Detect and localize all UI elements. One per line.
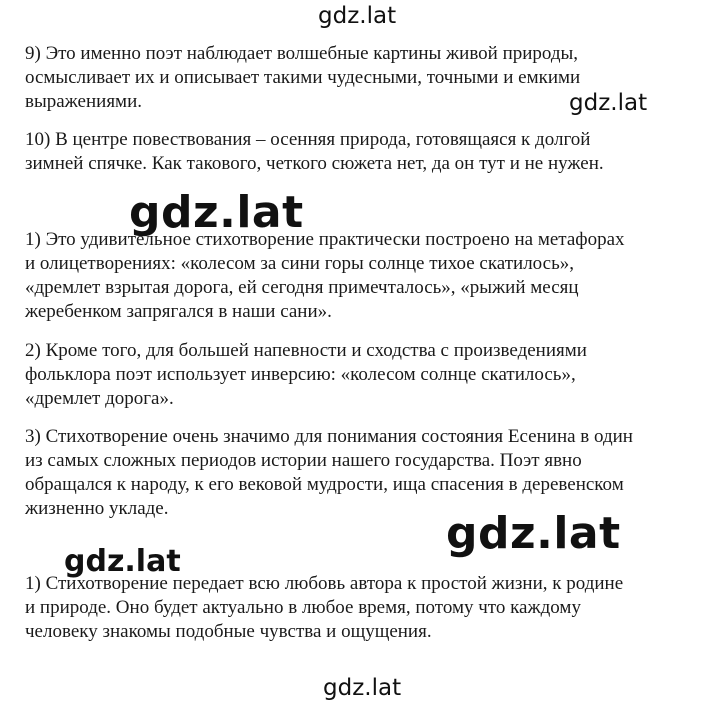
text-line: 1) Это удивительное стихотворение практически построено на метафорах (25, 229, 625, 250)
text-line: и природе. Оно будет актуально в любое время, потому что каждому (25, 597, 581, 618)
paragraph-3-significance (25, 425, 633, 521)
text-line: жеребенком запрягался в наши сани». (25, 301, 332, 322)
watermark-right-small: gdz.lat (569, 90, 648, 116)
watermark-top: gdz.lat (318, 3, 397, 29)
paragraph-1-metaphors (25, 228, 625, 324)
watermark-mid-left: gdz.lat (64, 544, 181, 579)
paragraph-2-inversion (25, 339, 587, 411)
watermark-big-left: gdz.lat (129, 187, 304, 238)
text-line: жизненно укладе. (25, 498, 169, 519)
text-line: человеку знакомы подобные чувства и ощущения. (25, 621, 432, 642)
text-line: 1) Стихотворение передает всю любовь автора к простой жизни, к родине (25, 573, 624, 594)
text-line: из самых сложных периодов истории нашего государства. Поэт явно (25, 450, 582, 471)
paragraph-10 (25, 128, 604, 176)
text-line: 2) Кроме того, для большей напевности и сходства с произведениями (25, 340, 587, 361)
text-line: 3) Стихотворение очень значимо для понимания состояния Есенина в один (25, 426, 633, 447)
text-line: выражениями. (25, 91, 142, 112)
text-line: 9) Это именно поэт наблюдает волшебные картины живой природы, (25, 43, 579, 64)
watermark-big-right: gdz.lat (446, 508, 621, 559)
paragraph-9 (25, 42, 580, 114)
text-line: 10) В центре повествования – осенняя природа, готовящаяся к долгой (25, 129, 591, 150)
text-line: фольклора поэт использует инверсию: «колесом солнце скатилось», (25, 364, 576, 385)
text-line: «дремлет дорога». (25, 388, 174, 409)
text-line: обращался к народу, к его вековой мудрости, ища спасения в деревенском (25, 474, 624, 495)
paragraph-1-love (25, 572, 623, 644)
text-line: осмысливает их и описывает такими чудесными, точными и емкими (25, 67, 581, 88)
text-line: «дремлет взрытая дорога, ей сегодня примечталось», «рыжий месяц (25, 277, 579, 298)
text-line: зимней спячке. Как такового, четкого сюжета нет, да он тут и не нужен. (25, 153, 604, 174)
watermark-bottom: gdz.lat (323, 675, 402, 701)
text-line: и олицетворениях: «колесом за сини горы солнце тихое скатилось», (25, 253, 574, 274)
